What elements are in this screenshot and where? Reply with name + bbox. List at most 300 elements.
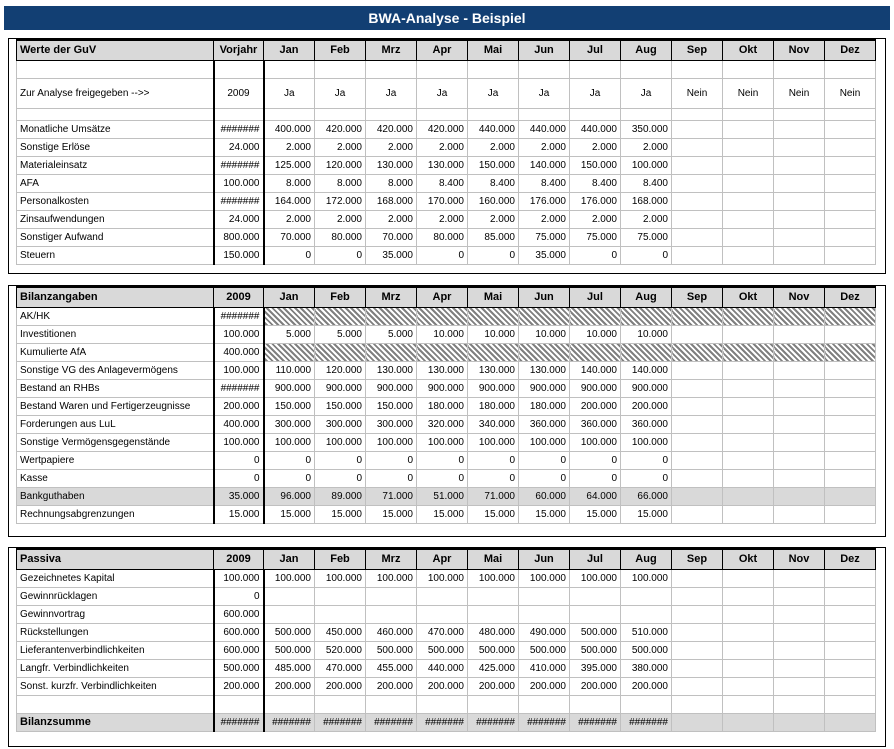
bilanz-row-value[interactable]: 150.000 [315, 397, 366, 415]
passiva-row-value[interactable]: 100.000 [468, 569, 519, 587]
guv-row-prev[interactable]: 150.000 [214, 246, 264, 264]
bilanz-header-mrz[interactable]: Mrz [366, 287, 417, 307]
passiva-row-value[interactable]: 500.000 [570, 641, 621, 659]
bilanz-row-value[interactable]: 0 [264, 451, 315, 469]
guv-row-value[interactable]: 35.000 [366, 246, 417, 264]
passiva-blank-cell[interactable] [468, 695, 519, 713]
passiva-row-value[interactable] [672, 605, 723, 623]
bilanz-row-prev[interactable]: 0 [214, 451, 264, 469]
bilanz-row-value[interactable] [774, 307, 825, 325]
bilanz-row-value[interactable] [774, 379, 825, 397]
guv-row-value[interactable] [825, 210, 876, 228]
bilanz-row-value[interactable] [672, 343, 723, 361]
guv-header-nov[interactable]: Nov [774, 40, 825, 60]
passiva-row-value[interactable] [825, 641, 876, 659]
passiva-row-value[interactable]: 200.000 [264, 677, 315, 695]
passiva-row-label[interactable]: Gewinnrücklagen [17, 587, 214, 605]
guv-row-prev[interactable]: ####### [214, 156, 264, 174]
guv-row-value[interactable]: 2.000 [570, 138, 621, 156]
bilanz-row-value[interactable] [570, 343, 621, 361]
bilanz-row-value[interactable]: 15.000 [417, 505, 468, 523]
guv-row-value[interactable]: 2.000 [417, 138, 468, 156]
guv-blank-cell[interactable] [366, 60, 417, 78]
guv-row-value[interactable]: 2.000 [315, 138, 366, 156]
bilanz-row-value[interactable] [723, 379, 774, 397]
guv-row-value[interactable] [723, 156, 774, 174]
passiva-row-value[interactable]: 395.000 [570, 659, 621, 677]
bilanz-row-value[interactable] [825, 433, 876, 451]
guv-row-value[interactable] [825, 138, 876, 156]
guv-row-value[interactable]: 2.000 [621, 210, 672, 228]
bilanz-row-value[interactable]: 300.000 [264, 415, 315, 433]
bilanz-row-value[interactable]: 300.000 [315, 415, 366, 433]
passiva-header-dez[interactable]: Dez [825, 549, 876, 569]
guv-blank-cell[interactable] [315, 108, 366, 120]
guv-row-value[interactable]: 176.000 [570, 192, 621, 210]
guv-row-value[interactable]: 0 [315, 246, 366, 264]
bilanz-row-value[interactable] [366, 307, 417, 325]
bilanz-row-value[interactable] [315, 343, 366, 361]
bilanz-row-prev[interactable]: ####### [214, 379, 264, 397]
guv-row-prev[interactable]: 24.000 [214, 210, 264, 228]
passiva-row-label[interactable]: Gezeichnetes Kapital [17, 569, 214, 587]
bilanz-row-value[interactable] [774, 433, 825, 451]
bilanz-row-value[interactable] [825, 343, 876, 361]
guv-row-value[interactable] [672, 192, 723, 210]
guv-blank-cell[interactable] [17, 60, 214, 78]
bilanz-row-value[interactable]: 71.000 [366, 487, 417, 505]
guv-row-value[interactable]: 125.000 [264, 156, 315, 174]
guv-row-value[interactable]: 130.000 [366, 156, 417, 174]
bilanz-row-value[interactable]: 900.000 [468, 379, 519, 397]
bilanz-row-prev[interactable]: 100.000 [214, 433, 264, 451]
guv-header-mai[interactable]: Mai [468, 40, 519, 60]
passiva-row-value[interactable]: 500.000 [264, 641, 315, 659]
passiva-blank-cell[interactable] [264, 695, 315, 713]
bilanz-row-value[interactable]: 10.000 [417, 325, 468, 343]
bilanz-row-value[interactable] [723, 343, 774, 361]
bilanz-row-value[interactable]: 10.000 [519, 325, 570, 343]
guv-row-value[interactable]: 2.000 [366, 138, 417, 156]
bilanz-row-prev[interactable]: 100.000 [214, 361, 264, 379]
bilanz-row-label[interactable]: Rechnungsabgrenzungen [17, 505, 214, 523]
guv-row-value[interactable]: 2.000 [621, 138, 672, 156]
bilanz-row-value[interactable] [570, 307, 621, 325]
guv-row-value[interactable]: 420.000 [417, 120, 468, 138]
guv-release-value[interactable]: Ja [621, 78, 672, 108]
guv-row-label[interactable]: Sonstiger Aufwand [17, 228, 214, 246]
guv-row-value[interactable]: 2.000 [315, 210, 366, 228]
bilanz-row-prev[interactable]: ####### [214, 307, 264, 325]
passiva-row-label[interactable]: Langfr. Verbindlichkeiten [17, 659, 214, 677]
bilanz-row-value[interactable] [774, 487, 825, 505]
passiva-row-value[interactable]: 500.000 [621, 641, 672, 659]
passiva-sum-value[interactable] [723, 713, 774, 731]
passiva-row-value[interactable]: 500.000 [468, 641, 519, 659]
passiva-row-label[interactable]: Sonst. kurzfr. Verbindlichkeiten [17, 677, 214, 695]
bilanz-row-value[interactable]: 15.000 [366, 505, 417, 523]
passiva-row-value[interactable]: 460.000 [366, 623, 417, 641]
passiva-header-label[interactable]: Passiva [17, 549, 214, 569]
passiva-row-value[interactable]: 100.000 [417, 569, 468, 587]
bilanz-row-value[interactable] [774, 469, 825, 487]
passiva-row-prev[interactable]: 600.000 [214, 623, 264, 641]
guv-row-value[interactable]: 2.000 [468, 138, 519, 156]
passiva-row-value[interactable] [774, 605, 825, 623]
guv-blank-cell[interactable] [621, 108, 672, 120]
passiva-blank-cell[interactable] [315, 695, 366, 713]
bilanz-row-label[interactable]: Sonstige VG des Anlagevermögens [17, 361, 214, 379]
guv-blank-cell[interactable] [621, 60, 672, 78]
guv-blank-cell[interactable] [825, 60, 876, 78]
guv-header-okt[interactable]: Okt [723, 40, 774, 60]
passiva-row-value[interactable] [315, 587, 366, 605]
bilanz-row-value[interactable] [825, 379, 876, 397]
guv-row-value[interactable] [774, 138, 825, 156]
guv-row-value[interactable]: 150.000 [468, 156, 519, 174]
passiva-header-jun[interactable]: Jun [519, 549, 570, 569]
bilanz-row-value[interactable]: 140.000 [570, 361, 621, 379]
bilanz-row-label[interactable]: Kasse [17, 469, 214, 487]
bilanz-row-value[interactable]: 66.000 [621, 487, 672, 505]
passiva-row-label[interactable]: Gewinnvortrag [17, 605, 214, 623]
passiva-header-jan[interactable]: Jan [264, 549, 315, 569]
passiva-row-value[interactable]: 200.000 [570, 677, 621, 695]
bilanz-row-value[interactable]: 130.000 [417, 361, 468, 379]
bilanz-header-label[interactable]: Bilanzangaben [17, 287, 214, 307]
guv-blank-cell[interactable] [570, 60, 621, 78]
bilanz-row-value[interactable]: 10.000 [621, 325, 672, 343]
passiva-row-value[interactable] [672, 677, 723, 695]
guv-blank-cell[interactable] [417, 108, 468, 120]
passiva-row-value[interactable] [723, 677, 774, 695]
bilanz-row-value[interactable] [264, 343, 315, 361]
bilanz-row-value[interactable]: 0 [417, 451, 468, 469]
passiva-row-value[interactable] [621, 587, 672, 605]
passiva-header-feb[interactable]: Feb [315, 549, 366, 569]
passiva-header-apr[interactable]: Apr [417, 549, 468, 569]
guv-row-prev[interactable]: 24.000 [214, 138, 264, 156]
bilanz-row-label[interactable]: Bestand an RHBs [17, 379, 214, 397]
bilanz-row-value[interactable]: 900.000 [264, 379, 315, 397]
passiva-row-value[interactable] [723, 641, 774, 659]
passiva-row-value[interactable] [672, 659, 723, 677]
guv-blank-cell[interactable] [519, 60, 570, 78]
guv-row-value[interactable]: 75.000 [519, 228, 570, 246]
bilanz-row-label[interactable]: Wertpapiere [17, 451, 214, 469]
bilanz-row-value[interactable]: 180.000 [519, 397, 570, 415]
guv-row-value[interactable]: 8.400 [570, 174, 621, 192]
guv-row-value[interactable]: 70.000 [264, 228, 315, 246]
guv-blank-cell[interactable] [214, 60, 264, 78]
guv-header-prev[interactable]: Vorjahr [214, 40, 264, 60]
guv-row-value[interactable] [672, 228, 723, 246]
passiva-row-value[interactable]: 410.000 [519, 659, 570, 677]
guv-release-value[interactable]: Nein [672, 78, 723, 108]
passiva-row-prev[interactable]: 200.000 [214, 677, 264, 695]
passiva-blank-cell[interactable] [519, 695, 570, 713]
bilanz-row-value[interactable]: 100.000 [366, 433, 417, 451]
bilanz-row-prev[interactable]: 400.000 [214, 343, 264, 361]
guv-row-value[interactable]: 420.000 [315, 120, 366, 138]
guv-row-value[interactable] [672, 246, 723, 264]
guv-header-mrz[interactable]: Mrz [366, 40, 417, 60]
passiva-sum-label[interactable]: Bilanzsumme [17, 713, 214, 731]
guv-row-value[interactable]: 2.000 [468, 210, 519, 228]
passiva-row-value[interactable] [621, 605, 672, 623]
bilanz-row-value[interactable]: 0 [570, 451, 621, 469]
bilanz-row-value[interactable]: 140.000 [621, 361, 672, 379]
passiva-row-value[interactable] [519, 605, 570, 623]
bilanz-header-dez[interactable]: Dez [825, 287, 876, 307]
guv-row-value[interactable]: 2.000 [264, 210, 315, 228]
guv-header-jul[interactable]: Jul [570, 40, 621, 60]
passiva-header-jul[interactable]: Jul [570, 549, 621, 569]
passiva-row-value[interactable]: 500.000 [366, 641, 417, 659]
guv-row-value[interactable]: 140.000 [519, 156, 570, 174]
guv-row-value[interactable] [825, 120, 876, 138]
bilanz-row-prev[interactable]: 0 [214, 469, 264, 487]
passiva-sum-value[interactable] [672, 713, 723, 731]
passiva-row-value[interactable] [723, 605, 774, 623]
bilanz-row-value[interactable] [468, 343, 519, 361]
guv-row-value[interactable]: 35.000 [519, 246, 570, 264]
bilanz-row-value[interactable]: 340.000 [468, 415, 519, 433]
bilanz-row-value[interactable] [825, 361, 876, 379]
bilanz-row-value[interactable] [366, 343, 417, 361]
guv-row-value[interactable]: 440.000 [519, 120, 570, 138]
passiva-row-label[interactable]: Rückstellungen [17, 623, 214, 641]
bilanz-row-value[interactable]: 15.000 [621, 505, 672, 523]
guv-row-value[interactable] [723, 210, 774, 228]
bilanz-row-value[interactable] [672, 307, 723, 325]
passiva-header-mai[interactable]: Mai [468, 549, 519, 569]
passiva-row-value[interactable] [672, 569, 723, 587]
bilanz-row-value[interactable] [825, 397, 876, 415]
bilanz-header-nov[interactable]: Nov [774, 287, 825, 307]
guv-row-value[interactable] [672, 120, 723, 138]
bilanz-row-value[interactable]: 130.000 [519, 361, 570, 379]
passiva-row-prev[interactable]: 0 [214, 587, 264, 605]
guv-release-value[interactable]: Ja [468, 78, 519, 108]
bilanz-header-prev[interactable]: 2009 [214, 287, 264, 307]
passiva-sum-value[interactable]: ####### [264, 713, 315, 731]
bilanz-row-value[interactable]: 100.000 [570, 433, 621, 451]
passiva-row-value[interactable] [825, 677, 876, 695]
guv-row-value[interactable] [672, 210, 723, 228]
guv-row-label[interactable]: Monatliche Umsätze [17, 120, 214, 138]
bilanz-row-value[interactable]: 360.000 [519, 415, 570, 433]
bilanz-header-jan[interactable]: Jan [264, 287, 315, 307]
bilanz-row-value[interactable]: 100.000 [468, 433, 519, 451]
passiva-row-value[interactable] [570, 605, 621, 623]
bilanz-row-value[interactable] [723, 451, 774, 469]
passiva-row-value[interactable]: 100.000 [366, 569, 417, 587]
bilanz-row-value[interactable]: 0 [468, 469, 519, 487]
passiva-row-value[interactable]: 500.000 [417, 641, 468, 659]
bilanz-row-label[interactable]: Bestand Waren und Fertigerzeugnisse [17, 397, 214, 415]
guv-row-value[interactable]: 80.000 [417, 228, 468, 246]
guv-row-value[interactable] [723, 120, 774, 138]
bilanz-row-value[interactable] [825, 487, 876, 505]
bilanz-row-value[interactable]: 100.000 [519, 433, 570, 451]
guv-release-label[interactable]: Zur Analyse freigegeben -->> [17, 78, 214, 108]
guv-header-jun[interactable]: Jun [519, 40, 570, 60]
bilanz-row-value[interactable]: 900.000 [621, 379, 672, 397]
bilanz-row-value[interactable] [723, 505, 774, 523]
guv-row-label[interactable]: AFA [17, 174, 214, 192]
bilanz-row-value[interactable]: 0 [621, 451, 672, 469]
guv-release-value[interactable]: Nein [825, 78, 876, 108]
passiva-row-value[interactable] [774, 569, 825, 587]
bilanz-row-value[interactable] [723, 307, 774, 325]
passiva-row-value[interactable] [723, 659, 774, 677]
bilanz-row-value[interactable]: 0 [570, 469, 621, 487]
bilanz-row-value[interactable] [519, 343, 570, 361]
guv-row-label[interactable]: Sonstige Erlöse [17, 138, 214, 156]
guv-row-value[interactable] [672, 138, 723, 156]
passiva-blank-cell[interactable] [417, 695, 468, 713]
bilanz-header-jun[interactable]: Jun [519, 287, 570, 307]
bilanz-row-value[interactable] [468, 307, 519, 325]
passiva-row-prev[interactable]: 100.000 [214, 569, 264, 587]
passiva-row-value[interactable]: 500.000 [570, 623, 621, 641]
passiva-row-prev[interactable]: 600.000 [214, 641, 264, 659]
passiva-row-value[interactable] [825, 569, 876, 587]
bilanz-row-value[interactable]: 360.000 [570, 415, 621, 433]
guv-row-value[interactable]: 160.000 [468, 192, 519, 210]
bilanz-row-value[interactable]: 60.000 [519, 487, 570, 505]
guv-blank-cell[interactable] [214, 108, 264, 120]
bilanz-row-value[interactable] [825, 307, 876, 325]
bilanz-row-value[interactable]: 5.000 [315, 325, 366, 343]
passiva-row-value[interactable]: 490.000 [519, 623, 570, 641]
guv-release-value[interactable]: Nein [723, 78, 774, 108]
passiva-row-value[interactable] [825, 659, 876, 677]
bilanz-row-value[interactable] [774, 505, 825, 523]
guv-row-value[interactable]: 2.000 [417, 210, 468, 228]
bilanz-row-value[interactable]: 300.000 [366, 415, 417, 433]
bilanz-row-value[interactable]: 180.000 [468, 397, 519, 415]
passiva-sum-value[interactable]: ####### [621, 713, 672, 731]
guv-row-value[interactable]: 420.000 [366, 120, 417, 138]
passiva-row-label[interactable]: Lieferantenverbindlichkeiten [17, 641, 214, 659]
guv-row-value[interactable] [723, 192, 774, 210]
bilanz-row-value[interactable] [825, 469, 876, 487]
bilanz-row-prev[interactable]: 35.000 [214, 487, 264, 505]
bilanz-row-value[interactable] [825, 505, 876, 523]
passiva-header-aug[interactable]: Aug [621, 549, 672, 569]
passiva-row-value[interactable] [774, 677, 825, 695]
guv-row-value[interactable] [774, 156, 825, 174]
passiva-row-value[interactable] [723, 623, 774, 641]
passiva-blank-cell[interactable] [774, 695, 825, 713]
guv-row-value[interactable]: 0 [570, 246, 621, 264]
bilanz-row-value[interactable]: 0 [621, 469, 672, 487]
guv-release-value[interactable]: Ja [519, 78, 570, 108]
bilanz-row-value[interactable]: 10.000 [570, 325, 621, 343]
passiva-row-value[interactable]: 200.000 [417, 677, 468, 695]
guv-row-prev[interactable]: ####### [214, 120, 264, 138]
guv-row-value[interactable]: 75.000 [621, 228, 672, 246]
guv-row-value[interactable]: 168.000 [621, 192, 672, 210]
guv-blank-cell[interactable] [468, 108, 519, 120]
bilanz-row-value[interactable] [825, 451, 876, 469]
bilanz-row-value[interactable] [774, 415, 825, 433]
guv-row-value[interactable]: 8.400 [417, 174, 468, 192]
passiva-sum-value[interactable]: ####### [570, 713, 621, 731]
passiva-row-value[interactable]: 510.000 [621, 623, 672, 641]
guv-row-value[interactable]: 8.400 [519, 174, 570, 192]
bilanz-row-value[interactable] [672, 487, 723, 505]
guv-row-value[interactable]: 0 [264, 246, 315, 264]
passiva-sum-value[interactable]: ####### [315, 713, 366, 731]
bilanz-row-value[interactable]: 900.000 [519, 379, 570, 397]
passiva-sum-value[interactable]: ####### [366, 713, 417, 731]
bilanz-row-value[interactable] [825, 325, 876, 343]
guv-release-value[interactable]: Ja [315, 78, 366, 108]
guv-row-value[interactable] [672, 174, 723, 192]
guv-header-aug[interactable]: Aug [621, 40, 672, 60]
bilanz-row-label[interactable]: Bankguthaben [17, 487, 214, 505]
bilanz-row-value[interactable]: 71.000 [468, 487, 519, 505]
guv-row-prev[interactable]: ####### [214, 192, 264, 210]
guv-header-dez[interactable]: Dez [825, 40, 876, 60]
guv-row-value[interactable] [774, 228, 825, 246]
passiva-blank-cell[interactable] [570, 695, 621, 713]
passiva-row-value[interactable] [264, 587, 315, 605]
guv-row-value[interactable] [825, 228, 876, 246]
passiva-row-value[interactable]: 100.000 [264, 569, 315, 587]
guv-row-value[interactable]: 85.000 [468, 228, 519, 246]
bilanz-row-value[interactable] [621, 307, 672, 325]
passiva-blank-cell[interactable] [723, 695, 774, 713]
bilanz-row-value[interactable]: 0 [264, 469, 315, 487]
bilanz-header-mai[interactable]: Mai [468, 287, 519, 307]
passiva-blank-cell[interactable] [17, 695, 214, 713]
bilanz-row-value[interactable]: 130.000 [366, 361, 417, 379]
passiva-header-sep[interactable]: Sep [672, 549, 723, 569]
passiva-row-value[interactable] [672, 641, 723, 659]
passiva-row-value[interactable] [672, 623, 723, 641]
guv-row-value[interactable]: 0 [468, 246, 519, 264]
guv-blank-cell[interactable] [672, 108, 723, 120]
bilanz-row-value[interactable]: 10.000 [468, 325, 519, 343]
guv-row-label[interactable]: Materialeinsatz [17, 156, 214, 174]
bilanz-row-value[interactable]: 130.000 [468, 361, 519, 379]
passiva-row-value[interactable] [570, 587, 621, 605]
passiva-row-value[interactable] [366, 605, 417, 623]
passiva-row-value[interactable] [417, 587, 468, 605]
bilanz-row-value[interactable]: 110.000 [264, 361, 315, 379]
guv-release-value[interactable]: Ja [417, 78, 468, 108]
bilanz-row-value[interactable]: 15.000 [264, 505, 315, 523]
guv-release-prev[interactable]: 2009 [214, 78, 264, 108]
passiva-row-value[interactable] [468, 605, 519, 623]
passiva-row-value[interactable] [774, 659, 825, 677]
bilanz-row-value[interactable]: 180.000 [417, 397, 468, 415]
guv-row-value[interactable] [723, 138, 774, 156]
passiva-row-value[interactable]: 100.000 [519, 569, 570, 587]
guv-row-value[interactable]: 150.000 [570, 156, 621, 174]
bilanz-row-value[interactable] [672, 415, 723, 433]
bilanz-row-value[interactable] [672, 325, 723, 343]
bilanz-row-value[interactable] [723, 325, 774, 343]
guv-row-value[interactable]: 0 [621, 246, 672, 264]
guv-blank-cell[interactable] [774, 60, 825, 78]
guv-row-value[interactable] [825, 192, 876, 210]
bilanz-row-value[interactable] [723, 487, 774, 505]
